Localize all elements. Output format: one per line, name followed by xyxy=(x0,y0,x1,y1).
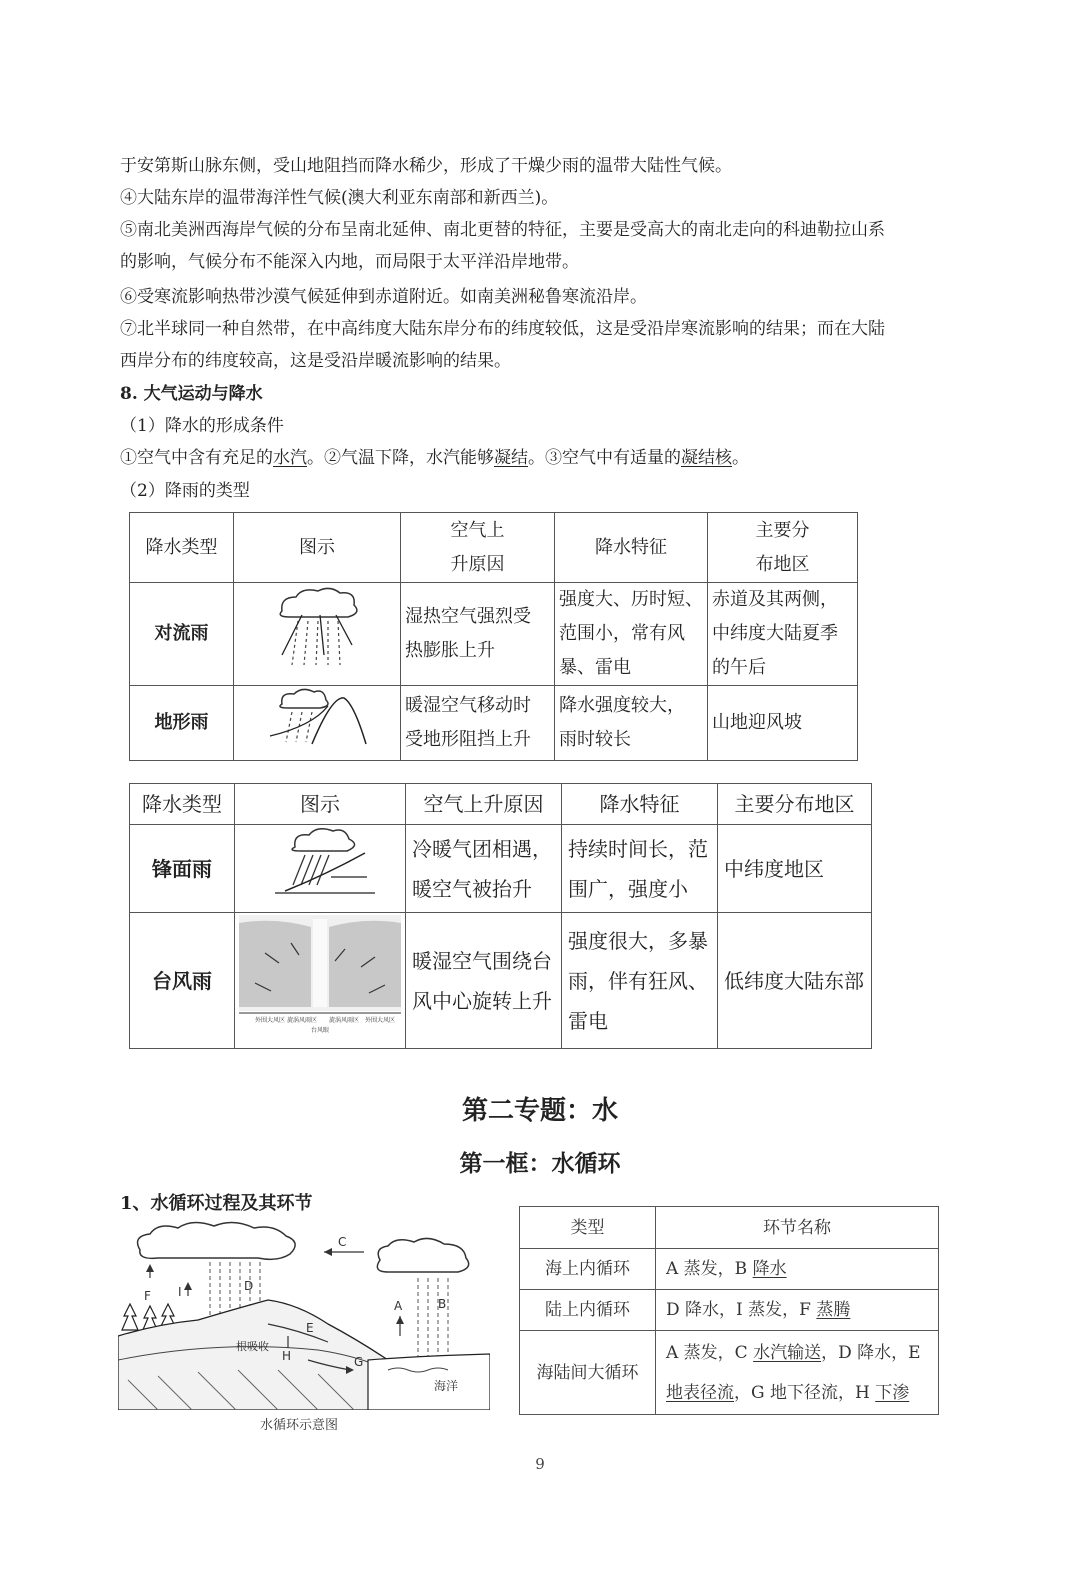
feature-cell: 强度大、历时短、 范围小，常有风 暴、雷电 xyxy=(555,583,708,686)
area-cell: 赤道及其两侧， 中纬度大陆夏季 的午后 xyxy=(708,583,858,686)
label-d: D xyxy=(244,1279,254,1293)
area-cell: 中纬度地区 xyxy=(718,825,872,913)
sea-cloud-icon xyxy=(377,1238,468,1272)
header-cell: 类型 xyxy=(520,1207,656,1249)
feature-cell: 持续时间长，范 围广，强度小 xyxy=(562,825,718,913)
label-a: A xyxy=(394,1299,403,1313)
typhoon-zone-label: 外围大风区 xyxy=(255,1017,286,1024)
feature-cell: 降水强度较大， 雨时较长 xyxy=(555,686,708,761)
header-cell: 主要分 布地区 xyxy=(708,513,858,583)
rain-type-table-1 xyxy=(129,512,858,761)
section-heading: 8. 大气运动与降水 xyxy=(120,384,263,404)
header-cell: 主要分布地区 xyxy=(718,784,872,825)
label-c: C xyxy=(338,1235,347,1249)
label-i: I xyxy=(178,1285,182,1299)
paragraph-text: ④大陆东岸的温带海洋性气候(澳大利亚东南部和新西兰)。 xyxy=(120,188,559,208)
subsection-heading: （2）降雨的类型 xyxy=(120,481,250,501)
land-cloud-icon xyxy=(138,1222,296,1259)
cycle-steps-cell: D 降水，I 蒸发，F 蒸腾 xyxy=(656,1290,939,1331)
condition-line: ①空气中含有充足的水汽。②气温下降，水汽能够凝结。③空气中有适量的凝结核。 xyxy=(120,448,749,468)
cycle-type-cell: 陆上内循环 xyxy=(520,1290,656,1331)
header-cell: 空气上升原因 xyxy=(406,784,562,825)
cause-cell: 冷暖气团相遇， 暖空气被抬升 xyxy=(406,825,562,913)
label-h: H xyxy=(282,1349,292,1363)
typhoon-eye-label: 台风眼 xyxy=(311,1027,330,1034)
cause-cell: 暖湿空气围绕台 风中心旋转上升 xyxy=(406,913,562,1049)
water-cycle-diagram xyxy=(118,1220,490,1410)
header-cell: 图示 xyxy=(234,513,401,583)
subsection-heading: （1）降水的形成条件 xyxy=(120,416,284,436)
rain-type-cell: 对流雨 xyxy=(130,583,234,686)
diagram-caption: 水循环示意图 xyxy=(260,1418,339,1433)
frontal-rain-figure xyxy=(235,825,406,913)
topic-subtitle: 第一框：水循环 xyxy=(459,1150,621,1177)
header-cell: 降水特征 xyxy=(562,784,718,825)
header-cell: 降水类型 xyxy=(130,513,234,583)
topic-title: 第二专题：水 xyxy=(461,1096,618,1126)
page-number: 9 xyxy=(535,1455,545,1473)
typhoon-rain-figure xyxy=(235,913,406,1049)
label-e: E xyxy=(306,1321,314,1335)
orographic-rain-figure xyxy=(234,686,401,761)
header-cell: 降水类型 xyxy=(130,784,235,825)
paragraph-text: 于安第斯山脉东侧，受山地阻挡而降水稀少，形成了干燥少雨的温带大陆性气候。 xyxy=(120,156,732,176)
section-heading: 1、水循环过程及其环节 xyxy=(120,1193,313,1214)
typhoon-zone-label: 外围大风区 xyxy=(365,1017,396,1024)
cause-cell: 湿热空气强烈受 热膨胀上升 xyxy=(401,583,555,686)
cause-cell: 暖湿空气移动时 受地形阻挡上升 xyxy=(401,686,555,761)
paragraph-text: ⑤南北美洲西海岸气候的分布呈南北延伸、南北更替的特征，主要是受高大的南北走向的科迪勒拉山系 xyxy=(120,220,885,240)
typhoon-zone-label: 旋涡风雨区 xyxy=(287,1017,318,1024)
rain-type-table-2 xyxy=(129,783,872,1049)
cycle-steps-cell: A 蒸发，B 降水 xyxy=(656,1249,939,1290)
header-cell: 图示 xyxy=(235,784,406,825)
paragraph-text: 的影响，气候分布不能深入内地，而局限于太平洋沿岸地带。 xyxy=(120,252,579,272)
paragraph-text: ⑦北半球同一种自然带，在中高纬度大陆东岸分布的纬度较低，这是受沿岸寒流影响的结果；而在大陆 xyxy=(120,319,885,339)
label-g: G xyxy=(354,1355,364,1369)
label-f: F xyxy=(144,1289,151,1303)
cycle-type-cell: 海陆间大循环 xyxy=(520,1331,656,1415)
header-cell: 环节名称 xyxy=(656,1207,939,1249)
area-cell: 低纬度大陆东部 xyxy=(718,913,872,1049)
rain-type-cell: 地形雨 xyxy=(130,686,234,761)
paragraph-text: ⑥受寒流影响热带沙漠气候延伸到赤道附近。如南美洲秘鲁寒流沿岸。 xyxy=(120,287,647,307)
feature-cell: 强度很大，多暴 雨，伴有狂风、 雷电 xyxy=(562,913,718,1049)
rain-type-cell: 锋面雨 xyxy=(130,825,235,913)
label-root-absorb: 根吸收 xyxy=(236,1340,269,1353)
area-cell: 山地迎风坡 xyxy=(708,686,858,761)
header-cell: 降水特征 xyxy=(555,513,708,583)
typhoon-zone-label: 旋涡风雨区 xyxy=(329,1017,360,1024)
label-b: B xyxy=(438,1297,447,1311)
cycle-steps-cell: A 蒸发，C 水汽输送，D 降水，E 地表径流，G 地下径流，H 下渗 xyxy=(656,1331,939,1415)
rain-type-cell: 台风雨 xyxy=(130,913,235,1049)
paragraph-text: 西岸分布的纬度较高，这是受沿岸暖流影响的结果。 xyxy=(120,351,511,371)
header-cell: 空气上 升原因 xyxy=(401,513,555,583)
water-cycle-table xyxy=(519,1206,939,1415)
label-ocean: 海洋 xyxy=(434,1379,459,1393)
cycle-type-cell: 海上内循环 xyxy=(520,1249,656,1290)
convection-rain-figure xyxy=(234,583,401,686)
